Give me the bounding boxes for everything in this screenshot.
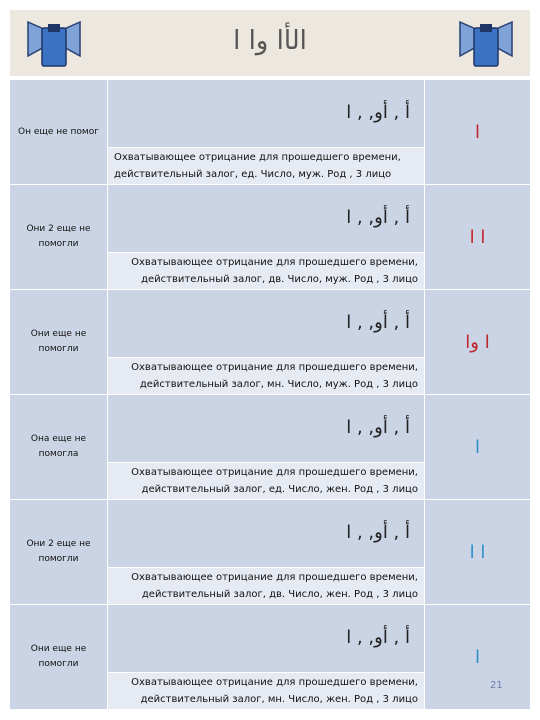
arabic-forms-cell — [108, 80, 424, 147]
table-row — [10, 80, 530, 185]
russian-translation: Они 2 еще не помогли — [10, 500, 107, 604]
arabic-forms: أ , أو, , ا — [346, 102, 410, 123]
arabic-forms: أ , أو, , ا — [346, 207, 410, 228]
table-row — [10, 500, 530, 605]
russian-translation: Они еще не помогли — [10, 290, 107, 394]
table-row — [10, 605, 530, 710]
verb-ending: ا ا — [425, 185, 530, 289]
shirt-emblem-icon — [458, 16, 514, 72]
table-row — [10, 395, 530, 500]
russian-translation: Они 2 еще не помогли — [10, 185, 107, 289]
russian-translation: Он еще не помог — [10, 80, 107, 184]
arabic-forms: أ , أو, , ا — [346, 312, 410, 333]
arabic-forms: أ , أو, , ا — [346, 417, 410, 438]
page-number: 21 — [490, 680, 503, 691]
arabic-forms: أ , أو, , ا — [346, 522, 410, 543]
slide-header — [10, 10, 530, 76]
arabic-forms-cell — [108, 395, 424, 462]
grammar-description: Охватывающее отрицание для прошедшего времени, действительный залог, мн. Число, жен. Род , 3 лицо — [108, 673, 424, 709]
arabic-forms-cell — [108, 500, 424, 567]
verb-ending: ا وا — [425, 290, 530, 394]
verb-ending: ا — [425, 395, 530, 499]
arabic-forms: أ , أو, , ا — [346, 627, 410, 648]
verb-ending: ا — [425, 605, 530, 709]
russian-translation: Она еще не помогла — [10, 395, 107, 499]
arabic-forms-cell — [108, 185, 424, 252]
table-row — [10, 185, 530, 290]
arabic-forms-cell — [108, 605, 424, 672]
verb-ending: ا ا — [425, 500, 530, 604]
verb-ending: ا — [425, 80, 530, 184]
russian-translation: Они еще не помогли — [10, 605, 107, 709]
table-row — [10, 290, 530, 395]
grammar-description: Охватывающее отрицание для прошедшего времени, действительный залог, дв. Число, муж. Род , 3 лицо — [108, 253, 424, 289]
arabic-forms-cell — [108, 290, 424, 357]
grammar-description: Охватывающее отрицание для прошедшего времени, действительный залог, мн. Число, муж. Род , 3 лицо — [108, 358, 424, 394]
grammar-description: Охватывающее отрицание для прошедшего времени, действительный залог, ед. Число, муж. Род , 3 лицо — [108, 148, 424, 184]
grammar-description: Охватывающее отрицание для прошедшего времени, действительный залог, дв. Число, жен. Род , 3 лицо — [108, 568, 424, 604]
slide-title: الأا وا ا — [233, 26, 307, 56]
grammar-description: Охватывающее отрицание для прошедшего времени, действительный залог, ед. Число, жен. Род , 3 лицо — [108, 463, 424, 499]
